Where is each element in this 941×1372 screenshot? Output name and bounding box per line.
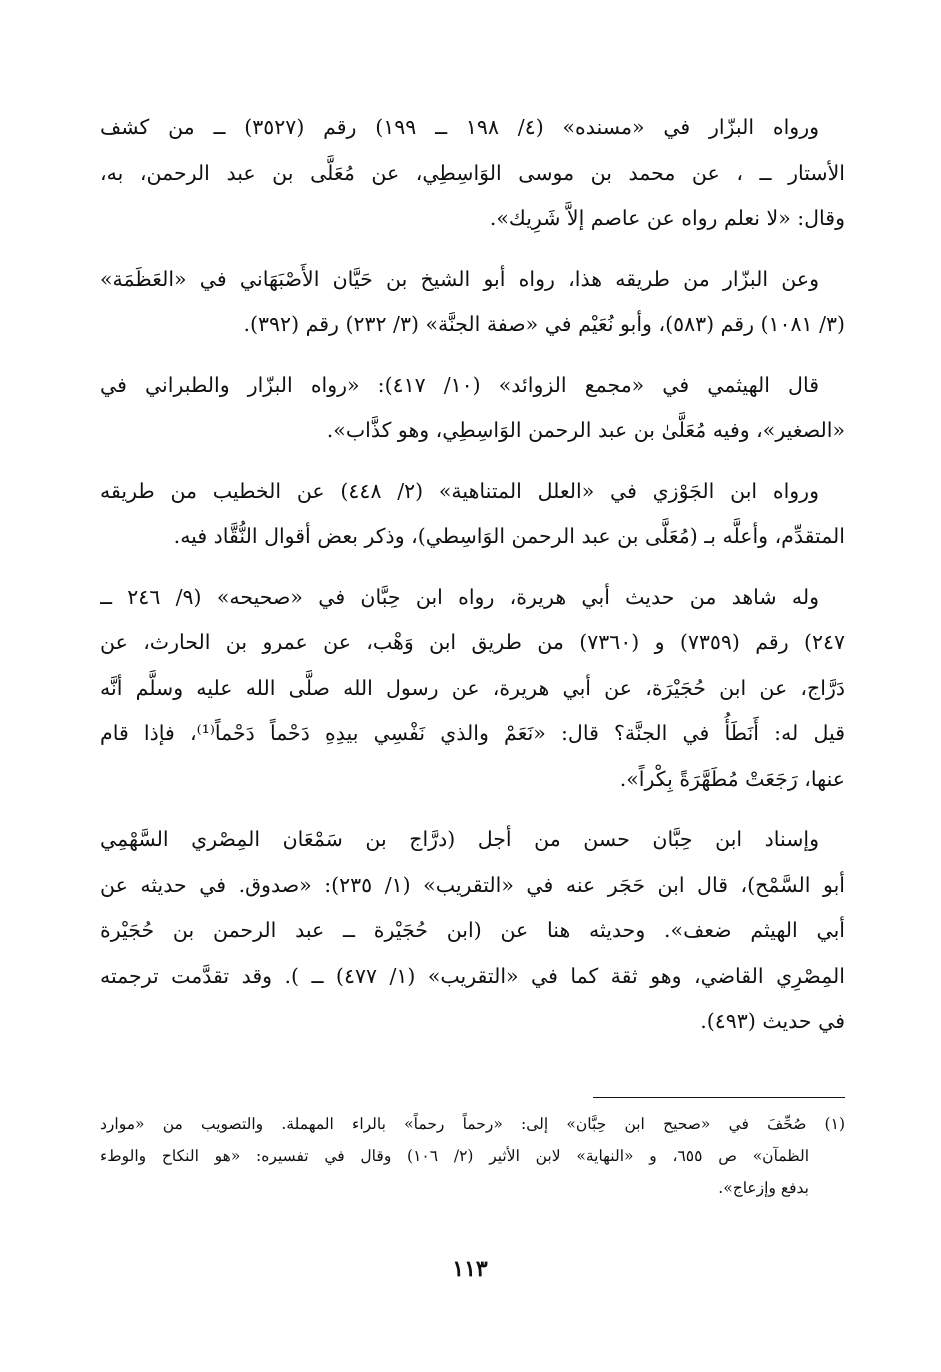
text-line: (٣/ ١٠٨١) رقم (٥٨٣)، وأبو نُعَيْم في «صفة الجنَّة» (٣/ ٢٣٢) رقم (٣٩٢). bbox=[243, 312, 845, 336]
text-line: قيل له: أَنَطَأُ في الجنَّة؟ قال: «نَعَمْ والذي نَفْسِي بيدِهِ دَحْماً دَحْماً⁽¹⁾، فإذا قام bbox=[100, 721, 845, 745]
text-line: عنها، رَجَعَتْ مُطَهَّرَةً بِكْراً». bbox=[619, 766, 845, 791]
text-line: في حديث (٤٩٣). bbox=[700, 1009, 845, 1033]
paragraph-isnad-ibn-hibban bbox=[100, 817, 845, 1045]
paragraph-abu-al-shaykh bbox=[100, 257, 845, 348]
text-line: ٢٤٧) رقم (٧٣٥٩) و (٧٣٦٠) من طريق ابن وَهْب، عن عمرو بن الحارث، عن bbox=[100, 630, 845, 654]
text-line: المِصْرِي القاضي، وهو ثقة كما في «التقريب» (١/ ٤٧٧) ــ ). وقد تقدَّمت ترجمته bbox=[100, 963, 845, 988]
text-line: ورواه البزّار في «مسنده» (٤/ ١٩٨ ــ ١٩٩) رقم (٣٥٢٧) ــ من كشف bbox=[100, 115, 819, 139]
paragraph-shahid-abu-hurayra bbox=[100, 575, 845, 803]
text-line: المتقدِّم، وأعلَّه بـ (مُعَلَّى بن عبد الرحمن الوَاسِطي)، وذكر بعض أقوال النُّقَّاد فيه. bbox=[173, 524, 845, 548]
paragraph-ibn-al-jawzi bbox=[100, 469, 845, 560]
footnote-line: بدفع وإزعاج». bbox=[718, 1179, 809, 1197]
paragraph-haythami bbox=[100, 363, 845, 454]
page-number: ١١٣ bbox=[452, 1256, 488, 1282]
main-text bbox=[100, 105, 845, 1060]
text-line: دَرَّاج، عن ابن حُجَيْرَة، عن أبي هريرة، عن رسول الله صلَّى الله عليه وسلَّم أنَّه bbox=[100, 675, 845, 700]
text-line: «الصغير»، وفيه مُعَلَّىٰ بن عبد الرحمن الوَاسِطِي، وهو كذَّاب». bbox=[326, 418, 845, 442]
text-line: وقال: «لا نعلم رواه عن عاصم إلاَّ شَرِيك». bbox=[489, 206, 845, 230]
text-line: قال الهيثمي في «مجمع الزوائد» (١٠/ ٤١٧): «رواه البزّار والطبراني في bbox=[100, 372, 819, 397]
text-line: أبي الهيثم ضعف». وحديثه هنا عن (ابن حُجَيْرة ــ عبد الرحمن بن حُجَيْرة bbox=[100, 918, 845, 942]
text-line: أبو السَّمْح)، قال ابن حَجَر عنه في «التقريب» (١/ ٢٣٥): «صدوق. في حديثه عن bbox=[100, 872, 845, 897]
footnotes bbox=[100, 1108, 845, 1204]
text-line: الأستار ــ ، عن محمد بن موسى الوَاسِطِي، عن مُعَلَّى بن عبد الرحمن، به، bbox=[100, 160, 845, 185]
text-line: ورواه ابن الجَوْزي في «العلل المتناهية» (٢/ ٤٤٨) عن الخطيب من طريقه bbox=[100, 478, 819, 503]
text-line: وإسناد ابن حِبَّان حسن من أجل (درَّاج بن سَمْعَان المِصْري السَّهْمِي bbox=[100, 827, 819, 851]
footnote-divider bbox=[593, 1097, 845, 1098]
paragraph-bazzar-musnad bbox=[100, 105, 845, 242]
footnote-line: الظمآن» ص ٦٥٥، و «النهاية» لابن الأثير (٢/ ١٠٦) وقال في تفسيره: «هو النكاح والوطء bbox=[100, 1147, 809, 1165]
footnote-line: (١) صُحِّفَ في «صحيح ابن حِبَّان» إلى: «رحماً رحماً» بالراء المهملة. والتصويب من «موارد bbox=[100, 1115, 845, 1133]
footnote-1 bbox=[100, 1108, 845, 1204]
text-line: وله شاهد من حديث أبي هريرة، رواه ابن حِبَّان في «صحيحه» (٩/ ٢٤٦ ــ bbox=[100, 584, 819, 609]
text-line: وعن البزّار من طريقه هذا، رواه أبو الشيخ بن حَيَّان الأَصْبَهَاني في «العَظَمَة» bbox=[100, 266, 819, 291]
